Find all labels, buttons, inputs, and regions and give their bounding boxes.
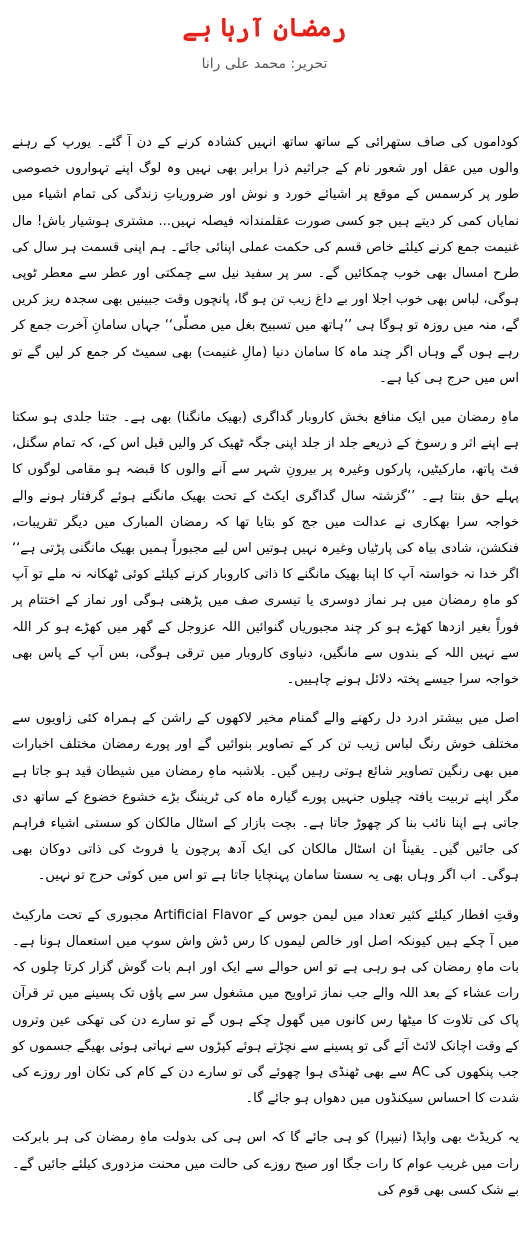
article-paragraph: یہ کریڈٹ بھی واپڈا (نیپرا) کو ہی جائے گا کہ اس ہی کی بدولت ماہِ رمضان کی ہر بابرکت رات میں غریب عوام کا رات جگا اور صبح روزے کی حالت میں محنت مزدوری کیلئے جائیں گے۔ بے شک کسی بھی قوم کی [12, 1130, 519, 1198]
article-paragraph: وقتِ افطار کیلئے کثیر تعداد میں لیمن جوس کے Artificial Flavor مجبوری کے تحت مارکیٹ میں آ چکے ہیں کیونکہ اصل اور خالص لیموں کا رس ڈش واش سوپ میں استعمال ہونا ہے۔ بات ماہِ رمضان کی ہو رہی ہے تو اس حوالے سے ایک اور اہم بات گوش گزار کرتا چلوں کہ رات عشاء کے بعد اللہ والے جب نماز تراویح میں مشغول سر سے پاؤں تک پسینے میں تر قرآن پاک کی تلاوت کا میٹھا رس کانوں میں گھول چکے ہوں گے تو سارے دن کی تھکی عین وترو‌ں کے وقت اچانک لائٹ آئے گی تو پسینے سے نچڑتے ہوئے کپڑوں سے نہاتی ہوئی بھیگے جسموں کو جب پنکھوں کی AC سے بھی ٹھنڈی ہوا چھوئے گی تو سارے دن کے کام کی تکان اور روزے کی شدت کا احساس سیکنڈوں میں دھواں ہو جائے گا۔ [12, 907, 520, 1107]
article-byline: تحریر: محمد علی رانا [201, 56, 328, 72]
article-paragraph: کوداموں کی صاف ستھرائی کے ساتھ ساتھ انہیں کشادہ کرنے کے دن آ گئے۔ یورپ کے رہنے والوں میں عقل اور شعور نام کے جراثیم ذرا برابر بھی نہیں وہ لوگ اپنے تہواروں خصوصی طور پر کرسمس کے موقع پر اشیائے خورد و نوش اور ضروریاتِ زندگی کی تمام اشیاء میں نمایاں کمی کر دیتے ہیں جو کسی صورت عقلمندانہ فیصلہ نہیں... مشتری ہوشیار باش! مال غنیمت جمع کرنے کیلئے خاص قسم کی حکمت عملی اپنائی جائے۔ ہم اپنی قسمت ہر سال کی طرح امسال بھی خوب چمکائیں گے۔ سر پر سفید نیل سے چمکتی اور عطر سے معطر ٹوپی ہوگی، لباس بھی خوب اجلا اور بے داغ زیب تن ہو گا، پانچوں وقت جبینیں بھی سجدہ ریز کریں گے، منہ میں روزہ تو ہوگا ہی ’’ہاتھ میں تسبیح بغل میں مصلّی‘‘ جہاں سامانِ آخرت جمع کر رہے ہوں گے وہاں اگر چند ماہ کا سامان دنیا (مالِ غنیمت) بھی سمیٹ کر جمع کر لیں گے تو اس میں حرج ہی کیا ہے۔ [12, 135, 519, 386]
article-paragraph: اصل میں بیشتر ادرد دل رکھنے والے گمنام مخیر لاکھوں کے راشن کے ہمراہ کئی زاویوں سے مختلف خوش رنگ لباس زیب تن کر کے تصاویر بنوائیں گے اور پورے رمضان مختلف اخبارات میں بھی رنگین تصاویر شائع ہوتی رہیں گیں۔ بلاشبہ ماہِ رمضان میں شیطان قید ہو جاتا ہے مگر اپنے تربیت یافتہ چیلوں جنہیں پورے گیارہ ماہ کی ٹریننگ بڑے خشوع خضوع کے ساتھ دی جاتی ہے اپنا نائب بنا کر چھوڑ جاتا ہے۔ بچت بازار کے اسٹال مالکان کو سستی اشیاء فراہم کی جائیں گیں۔ یقیناً ان اسٹال مالکان کی ایک آدھ پرچون یا فروٹ کی ذاتی دوکان بھی ہوگی۔ اب اگر وہاں بھی یہ سستا سامان پہنچایا جاتا ہے تو اس میں کوئی حرج تو نہیں۔ [12, 711, 519, 884]
article-title: رمضان آرہا ہے [182, 13, 347, 42]
article-body [12, 130, 519, 1217]
article-paragraph: ماہِ رمضان میں ایک منافع بخش کاروبار گداگری (بھیک مانگنا) بھی ہے۔ جتنا جلدی ہو سکتا ہے اپنے اثر و رسوخ کے ذریعے جلد از جلد اپنی جگہ ٹھیک کر والیں قبل اس کے، کہ تمام سگنل، فٹ پاتھ، مارکیٹیں، پارکوں وغیرہ پر بیرونِ شہر سے آنے والوں کا قبضہ ہو مقامی لوگوں کا پہلے حق بنتا ہے۔ ’’گزشتہ سال گداگری ایکٹ کے تحت بھیک مانگنے ہوئے گرفتار ہونے والے خواجہ سرا بھکاری نے عدالت میں جج کو بتایا تھا کہ رمضان المبارک میں دیگر تقریبات، فنکشن، شادی بیاہ کی پارٹیاں وغیرہ نہیں ہوتیں اس لیے مجبوراً ہمیں بھیک مانگنی پڑتی ہے‘‘ اگر خدا نہ خواستہ آپ کا اپنا بھیک مانگنے کا ذاتی کاروبار کرنے کیلئے کوئی ٹھکانہ نہ ملے تو آپ کو ماہِ رمضان میں ہر نماز دوسری یا تیسری صف میں پڑھنی ہوگی اور نماز کے اختتام پر فوراً بغیر ازدھا کھڑے ہو کر چند مجبوریاں گنوائیں اللہ عزوجل کے گھر میں کھڑے ہو کر اللہ سے نہیں اللہ کے بندوں سے مانگیں، دنیاوی کاروبار میں ترقی ہوگی، بس آپ کے پاس بھی خواجہ سرا جیسے پختہ دلائل ہونے چاہییں۔ [12, 410, 519, 688]
